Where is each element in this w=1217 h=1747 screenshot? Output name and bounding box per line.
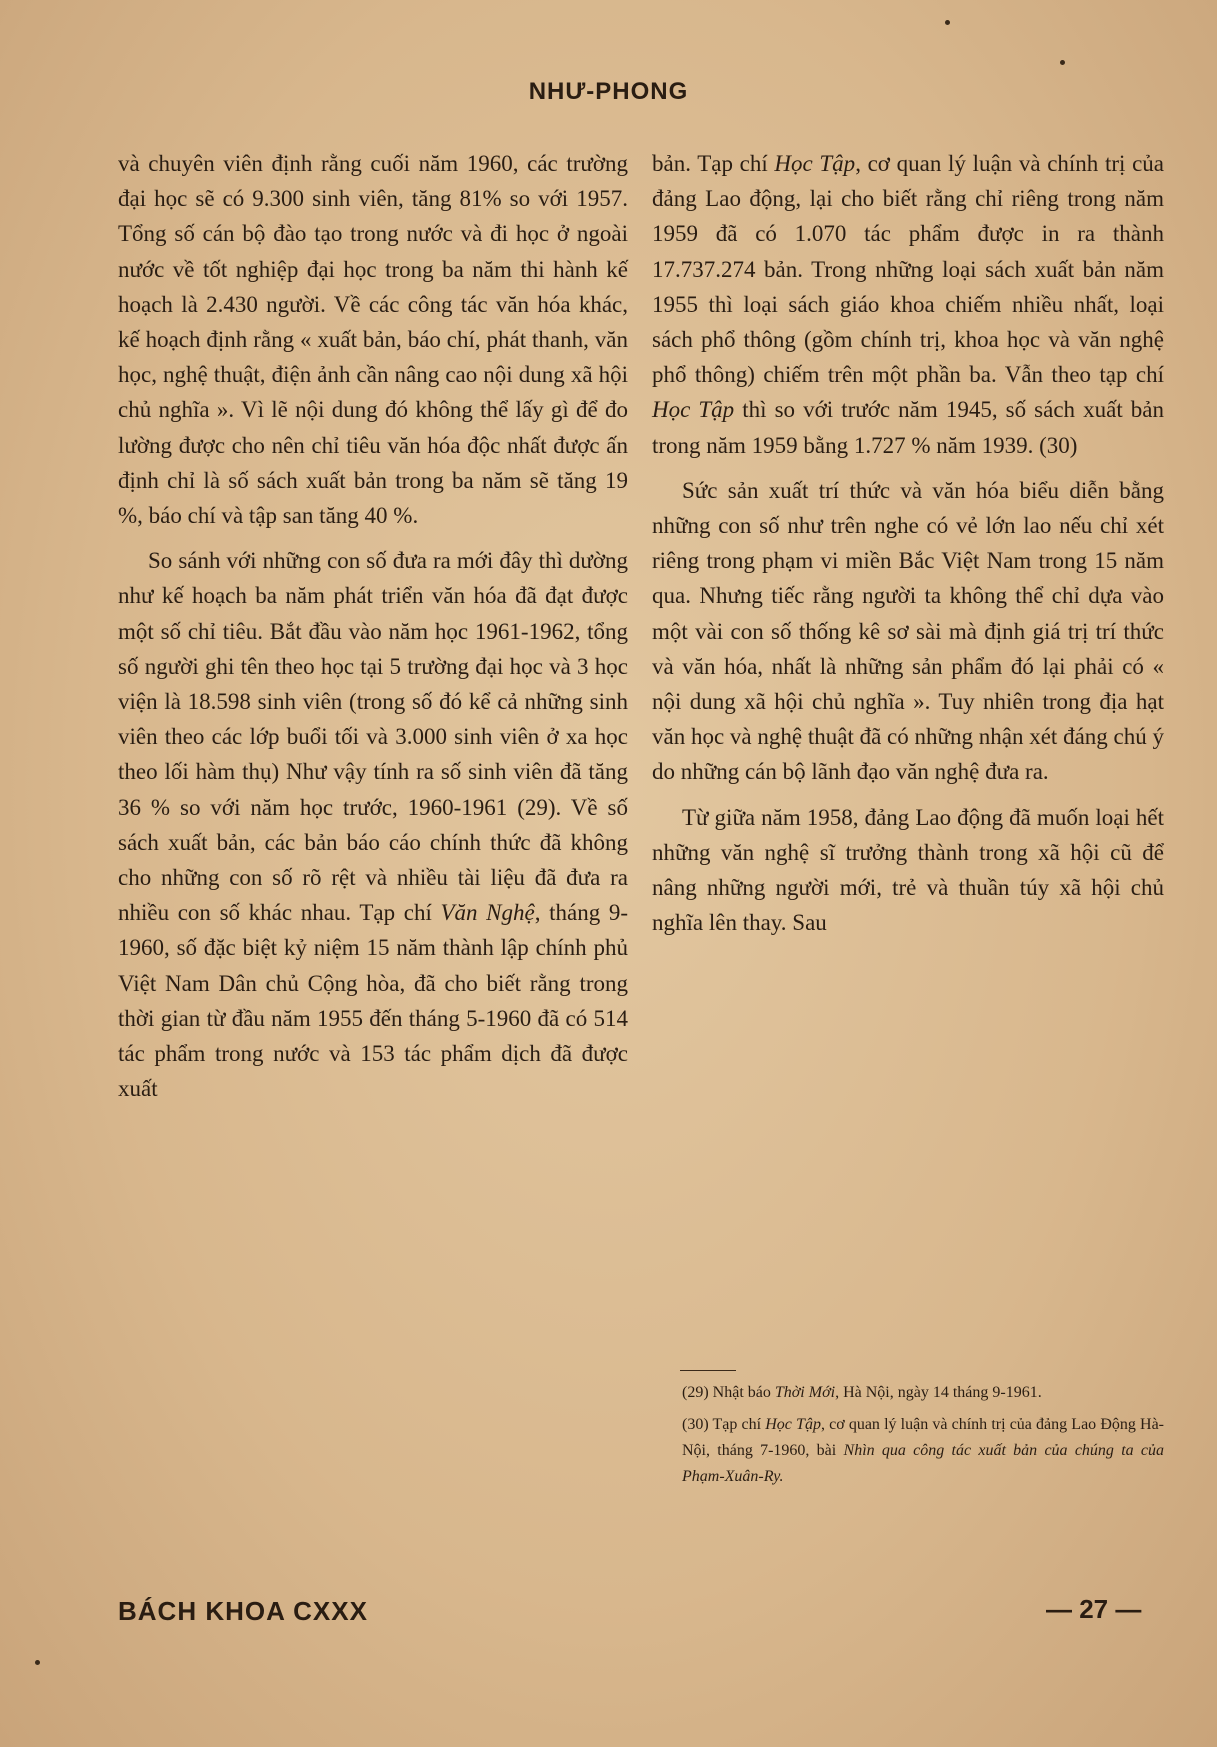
footer-magazine-name: BÁCH KHOA CXXX: [118, 1596, 368, 1626]
right-column: [652, 146, 1164, 940]
footer-page-number: — 27 —: [1046, 1594, 1142, 1624]
text-run: , cơ quan lý luận và chính trị của đảng Lao Động Hà-Nội, tháng 7-1960, bài: [682, 1416, 1165, 1459]
right-paragraph-1: [652, 146, 1164, 463]
right-paragraph-3: Từ giữa năm 1958, đảng Lao động đã muốn loại hết những văn nghệ sĩ trưởng thành trong xã hội cũ để nâng những người mới, trẻ và thuần túy xã hội chủ nghĩa lên thay. Sau: [652, 804, 1164, 936]
italic-title: Học Tập: [774, 151, 856, 176]
italic-title: Nhìn qua công tác xuất bản của chúng ta của Phạm-Xuân-Ry.: [682, 1442, 1165, 1485]
footnote-29: [682, 1380, 1164, 1406]
italic-title: Thời Mới: [774, 1384, 836, 1401]
left-column: [118, 146, 628, 1106]
text-run: , tháng 9-1960, số đặc biệt kỷ niệm 15 năm thành lập chính phủ Việt Nam Dân chủ Cộng hòa, đã cho biết rằng trong thời gian từ đầu năm 1955 đến tháng 5-1960 đã có 514 tác phẩm trong nước và 153 tác phẩm dịch đã được xuất: [118, 900, 628, 1102]
text-run: , Hà Nội, ngày 14 tháng 9-1961.: [835, 1384, 1042, 1401]
right-paragraph-2: Sức sản xuất trí thức và văn hóa biểu diễn bằng những con số như trên nghe có vẻ lớn lao nếu chỉ xét riêng trong phạm vi miền Bắc Việt Nam trong 15 năm qua. Nhưng tiếc rằng người ta không thể chỉ dựa vào một vài con số thống kê sơ sài mà định giá trị trí thức và văn hóa, nhất là những sản phẩm đó lại phải có « nội dung xã hội chủ nghĩa ». Tuy nhiên trong địa hạt văn học và nghệ thuật đã có những nhận xét đáng chú ý do những cán bộ lãnh đạo văn nghệ đưa ra.: [652, 477, 1164, 785]
italic-title: Học Tập: [765, 1416, 821, 1433]
paper-speck: [1060, 60, 1065, 65]
italic-title: Văn Nghệ: [440, 900, 535, 926]
left-paragraph-1: và chuyên viên định rằng cuối năm 1960, các trường đại học sẽ có 9.300 sinh viên, tăng 81% so với 1957. Tổng số cán bộ đào tạo trong nước và đi học ở ngoài nước về tốt nghiệp đại học trong ba năm thi hành kế hoạch là 2.430 người. Về các công tác văn hóa khác, kế hoạch định rằng « xuất bản, báo chí, phát thanh, văn học, nghệ thuật, điện ảnh cần nâng cao nội dung xã hội chủ nghĩa ». Vì lẽ nội dung đó không thể lấy gì để đo lường được cho nên chỉ tiêu văn hóa độc nhất được ấn định chỉ là số sách xuất bản trong ba năm sẽ tăng 19 %, báo chí và tập san tăng 40 %.: [118, 151, 628, 529]
text-run: (29) Nhật báo: [682, 1384, 775, 1401]
text-run: bản. Tạp chí: [652, 151, 775, 176]
text-run: thì so với trước năm 1945, số sách xuất bản trong năm 1959 bằng 1.727 % năm 1939. (30): [652, 397, 1164, 458]
italic-title: Học Tập: [652, 397, 735, 423]
text-run: , cơ quan lý luận và chính trị của đảng Lao động, lại cho biết rằng chỉ riêng trong năm 1959 đã có 1.070 tác phẩm được in ra thành 17.737.274 bản. Trong những loại sách xuất bản năm 1955 thì loại sách giáo khoa chiếm nhiều nhất, loại sách phổ thông (gồm chính trị, khoa học và văn nghệ phổ thông) chiếm trên một phần ba. Vẫn theo tạp chí: [652, 151, 1164, 388]
paper-speck: [35, 1660, 40, 1665]
footnote-divider: [680, 1370, 736, 1371]
paper-speck: [945, 20, 950, 25]
footnotes: [682, 1380, 1164, 1496]
running-header: NHƯ-PHONG: [528, 78, 689, 105]
footnote-30: [682, 1412, 1164, 1490]
left-paragraph-2: [118, 543, 628, 1106]
text-run: (30) Tạp chí: [682, 1416, 766, 1433]
text-run: So sánh với những con số đưa ra mới đây thì dường như kế hoạch ba năm phát triển văn hóa đã đạt được một số chỉ tiêu. Bắt đầu vào năm học 1961-1962, tổng số người ghi tên theo học tại 5 trường đại học và 3 học viện là 18.598 sinh viên (trong số đó kể cả những sinh viên theo các lớp buổi tối và 3.000 sinh viên ở xa học theo lối hàm thụ) Như vậy tính ra số sinh viên đã tăng 36 % so với năm học trước, 1960-1961 (29). Về số sách xuất bản, các bản báo cáo chính thức đã không cho những con số rõ rệt và nhiều tài liệu đã đưa ra nhiều con số khác nhau. Tạp chí: [118, 548, 628, 926]
